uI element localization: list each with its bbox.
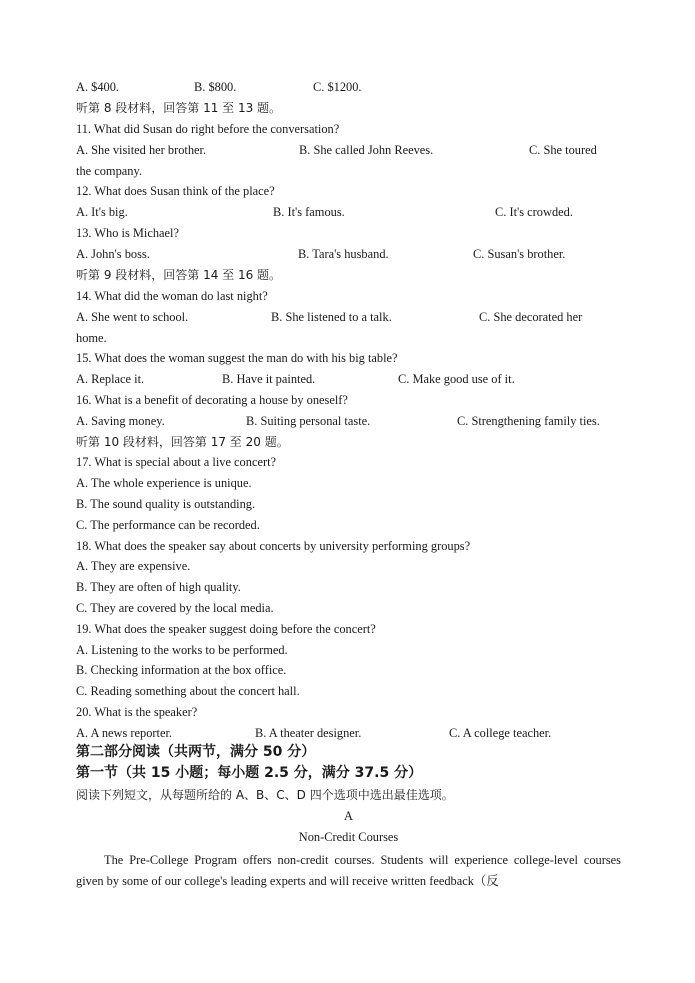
part-2-title: 第二部分阅读（共两节，满分 50 分） (76, 744, 316, 760)
q18-stem: 18. What does the speaker say about concerts by university performing groups? (76, 539, 471, 553)
q13-options (76, 246, 621, 262)
q16-option-b: B. Suiting personal taste. (246, 414, 371, 428)
q10-option-b: B. $800. (194, 80, 237, 94)
q10-options (76, 79, 621, 95)
q11-option-b: B. She called John Reeves. (299, 143, 434, 157)
q15-stem: 15. What does the woman suggest the man do with his big table? (76, 351, 398, 365)
q16-stem: 16. What is a benefit of decorating a house by oneself? (76, 393, 348, 407)
q20-stem: 20. What is the speaker? (76, 705, 198, 719)
q12-options (76, 204, 621, 220)
q11-stem: 11. What did Susan do right before the conversation? (76, 122, 340, 136)
q16-options (76, 413, 621, 429)
q16-option-a: A. Saving money. (76, 414, 165, 428)
q18-option-a: A. They are expensive. (76, 559, 191, 573)
passage-letter: A (344, 809, 353, 823)
section-10-header: 听第 10 段材料，回答第 17 至 20 题。 (76, 435, 289, 449)
section-1-title: 第一节（共 15 小题；每小题 2.5 分，满分 37.5 分） (76, 765, 423, 781)
q13-option-c: C. Susan's brother. (473, 247, 566, 261)
q12-option-a: A. It's big. (76, 205, 128, 219)
section-9-header: 听第 9 段材料，回答第 14 至 16 题。 (76, 268, 282, 282)
q13-option-a: A. John's boss. (76, 247, 150, 261)
q19-option-a: A. Listening to the works to be performed. (76, 643, 288, 657)
q14-option-a: A. She went to school. (76, 310, 189, 324)
q14-option-c-continuation: home. (76, 331, 107, 345)
q13-option-b: B. Tara's husband. (298, 247, 389, 261)
reading-instructions: 阅读下列短文，从每题所给的 A、B、C、D 四个选项中选出最佳选项。 (76, 788, 454, 802)
q13-stem: 13. Who is Michael? (76, 226, 180, 240)
q11-option-c: C. She toured (529, 143, 597, 157)
q20-options (76, 725, 621, 741)
q11-option-c-continuation: the company. (76, 164, 142, 178)
q10-option-a: A. $400. (76, 80, 120, 94)
q19-option-b: B. Checking information at the box office. (76, 663, 287, 677)
q12-stem: 12. What does Susan think of the place? (76, 184, 275, 198)
q17-option-a: A. The whole experience is unique. (76, 476, 252, 490)
q18-option-c: C. They are covered by the local media. (76, 601, 274, 615)
q14-options (76, 309, 621, 325)
q18-option-b: B. They are often of high quality. (76, 580, 241, 594)
q15-option-c: C. Make good use of it. (398, 372, 515, 386)
passage-paragraph: The Pre-College Program offers non-credit courses. Students will experience college-level courses given by some of our college's leading experts and will receive written feedback（反 (76, 853, 621, 888)
q14-option-b: B. She listened to a talk. (271, 310, 392, 324)
q17-option-c: C. The performance can be recorded. (76, 518, 260, 532)
q14-option-c: C. She decorated her (479, 310, 583, 324)
q15-option-b: B. Have it painted. (222, 372, 316, 386)
q10-option-c: C. $1200. (313, 80, 362, 94)
q20-option-a: A. A news reporter. (76, 726, 173, 740)
q12-option-b: B. It's famous. (273, 205, 345, 219)
q20-option-c: C. A college teacher. (449, 726, 552, 740)
q15-options (76, 371, 621, 387)
q17-option-b: B. The sound quality is outstanding. (76, 497, 256, 511)
passage-title: Non-Credit Courses (298, 830, 399, 844)
q12-option-c: C. It's crowded. (495, 205, 573, 219)
q19-option-c: C. Reading something about the concert hall. (76, 684, 300, 698)
q16-option-c: C. Strengthening family ties. (457, 414, 600, 428)
q14-stem: 14. What did the woman do last night? (76, 289, 268, 303)
q11-options (76, 142, 621, 158)
q17-stem: 17. What is special about a live concert? (76, 455, 277, 469)
q15-option-a: A. Replace it. (76, 372, 145, 386)
q11-option-a: A. She visited her brother. (76, 143, 207, 157)
q20-option-b: B. A theater designer. (255, 726, 362, 740)
q19-stem: 19. What does the speaker suggest doing before the concert? (76, 622, 376, 636)
section-8-header: 听第 8 段材料，回答第 11 至 13 题。 (76, 101, 282, 115)
